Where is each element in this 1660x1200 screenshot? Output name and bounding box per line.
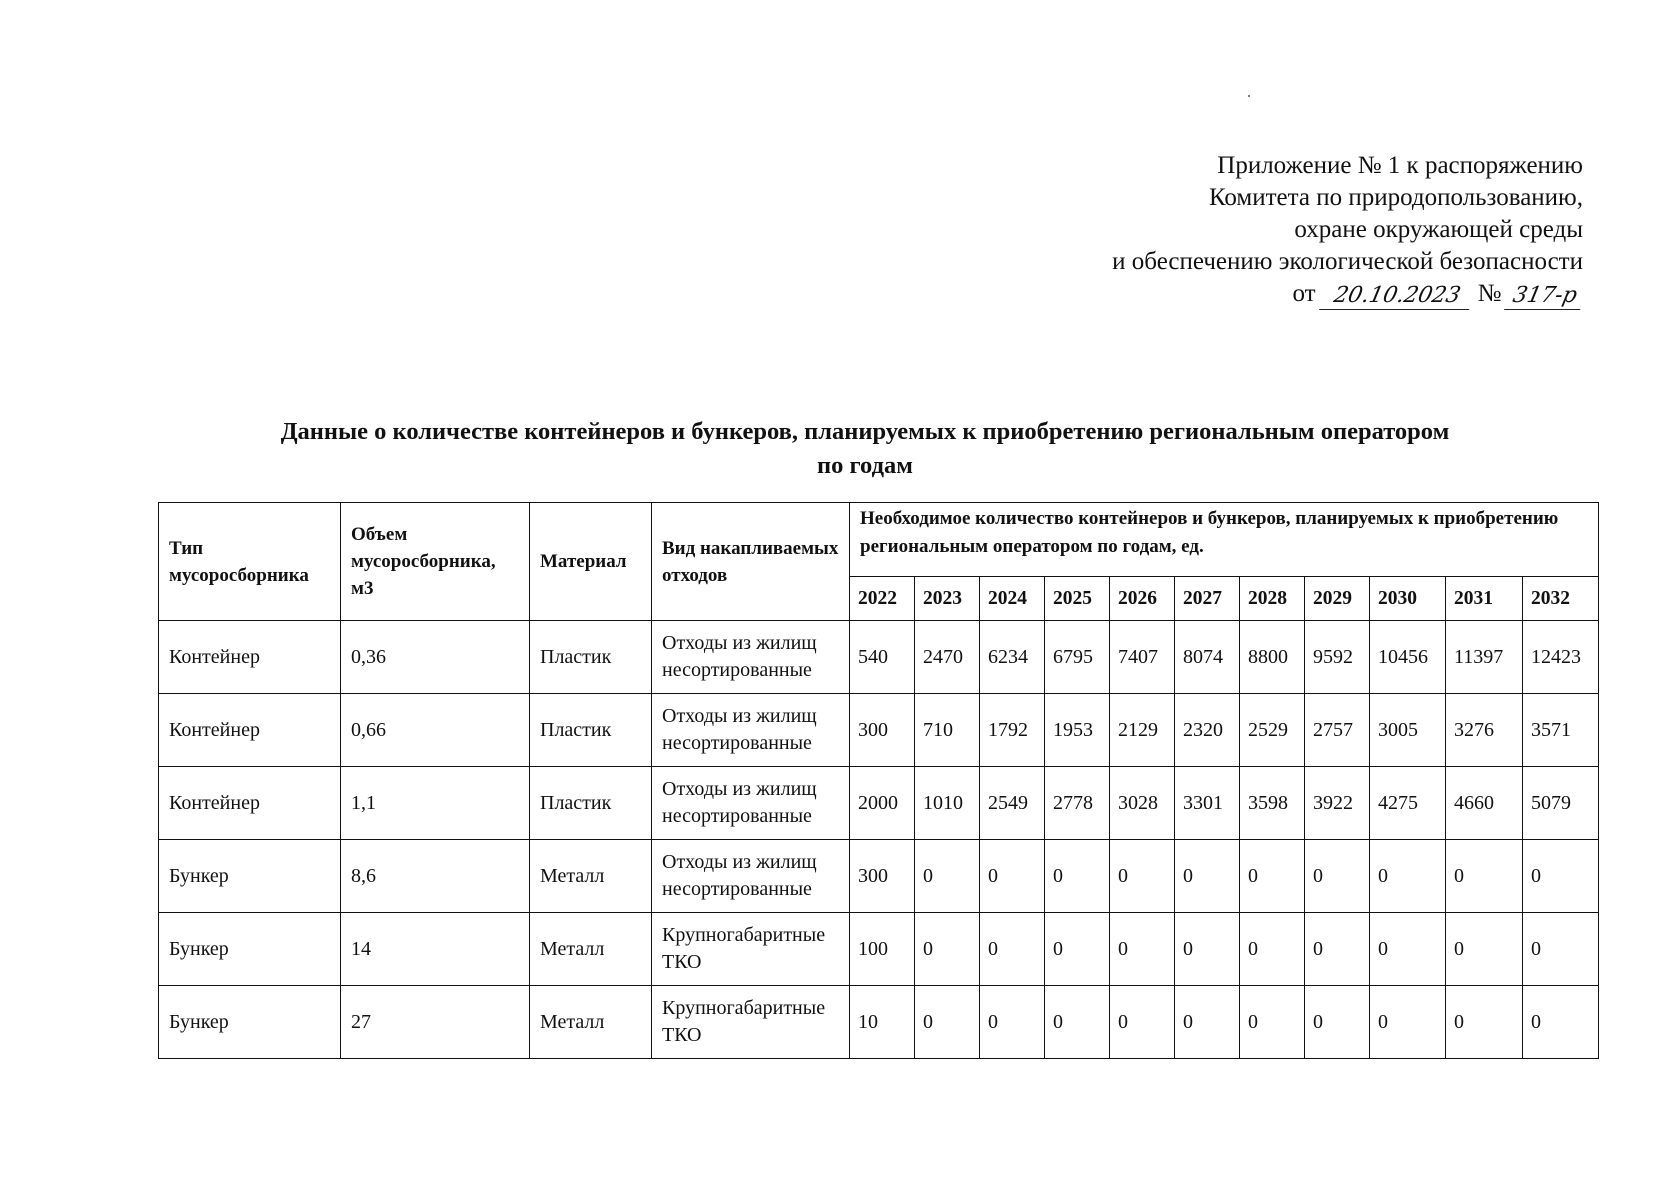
cell-waste-kind: Отходы из жилищ несортированные (652, 621, 850, 694)
header-year: 2025 (1045, 577, 1110, 621)
cell-type: Контейнер (159, 767, 341, 840)
table-row (159, 767, 1599, 840)
cell-quantity: 0 (980, 840, 1045, 913)
cell-quantity: 0 (1370, 986, 1446, 1059)
cell-quantity: 3005 (1370, 694, 1446, 767)
cell-quantity: 0 (1446, 913, 1523, 986)
cell-quantity: 11397 (1446, 621, 1523, 694)
cell-quantity: 8074 (1175, 621, 1240, 694)
cell-quantity: 0 (1446, 986, 1523, 1059)
cell-quantity: 0 (980, 986, 1045, 1059)
cell-quantity: 300 (850, 694, 915, 767)
document-title-line-2: по годам (817, 452, 913, 479)
cell-quantity: 0 (1523, 913, 1599, 986)
cell-quantity: 2000 (850, 767, 915, 840)
appendix-header (1112, 150, 1583, 310)
cell-type: Бункер (159, 913, 341, 986)
header-year: 2030 (1370, 577, 1446, 621)
cell-quantity: 3028 (1110, 767, 1175, 840)
cell-material: Пластик (530, 767, 652, 840)
header-year: 2029 (1305, 577, 1370, 621)
cell-quantity: 3276 (1446, 694, 1523, 767)
cell-quantity: 1953 (1045, 694, 1110, 767)
header-waste-kind: Вид накапливаемых отходов (652, 503, 850, 621)
cell-material: Пластик (530, 621, 652, 694)
cell-quantity: 3301 (1175, 767, 1240, 840)
cell-quantity: 7407 (1110, 621, 1175, 694)
cell-quantity: 0 (1110, 913, 1175, 986)
cell-waste-kind: Отходы из жилищ несортированные (652, 767, 850, 840)
cell-quantity: 10456 (1370, 621, 1446, 694)
header-year: 2024 (980, 577, 1045, 621)
cell-quantity: 0 (1446, 840, 1523, 913)
table-row (159, 694, 1599, 767)
appendix-line-3: охране окружающей среды (1294, 216, 1583, 243)
cell-quantity: 1792 (980, 694, 1045, 767)
cell-quantity: 2129 (1110, 694, 1175, 767)
cell-quantity: 0 (1045, 913, 1110, 986)
cell-quantity: 2778 (1045, 767, 1110, 840)
cell-quantity: 0 (1305, 913, 1370, 986)
cell-quantity: 2470 (915, 621, 980, 694)
header-year: 2022 (850, 577, 915, 621)
cell-quantity: 0 (1175, 840, 1240, 913)
document-title-line-1: Данные о количестве контейнеров и бункеров, планируемых к приобретению региональным оператором (280, 418, 1450, 445)
cell-quantity: 0 (980, 913, 1045, 986)
from-label: от (1292, 280, 1316, 307)
cell-quantity: 0 (915, 840, 980, 913)
table-row (159, 840, 1599, 913)
cell-waste-kind: Крупногабаритные ТКО (652, 913, 850, 986)
header-required-quantity: Необходимое количество контейнеров и бункеров, планируемых к приобретению региональным оператором по годам, ед. (850, 503, 1599, 577)
cell-quantity: 2549 (980, 767, 1045, 840)
cell-quantity: 6234 (980, 621, 1045, 694)
cell-quantity: 2320 (1175, 694, 1240, 767)
cell-quantity: 2757 (1305, 694, 1370, 767)
header-type: Тип мусоросборника (159, 503, 341, 621)
header-year: 2028 (1240, 577, 1305, 621)
cell-quantity: 0 (1175, 986, 1240, 1059)
cell-quantity: 0 (1045, 840, 1110, 913)
cell-volume: 0,36 (341, 621, 530, 694)
cell-quantity: 4660 (1446, 767, 1523, 840)
header-year: 2023 (915, 577, 980, 621)
cell-quantity: 1010 (915, 767, 980, 840)
cell-volume: 27 (341, 986, 530, 1059)
cell-quantity: 2529 (1240, 694, 1305, 767)
cell-type: Контейнер (159, 694, 341, 767)
cell-quantity: 100 (850, 913, 915, 986)
cell-quantity: 0 (1370, 913, 1446, 986)
header-volume: Объем мусоросборника, м3 (341, 503, 530, 621)
cell-quantity: 0 (1175, 913, 1240, 986)
containers-table (158, 502, 1599, 1059)
header-year: 2027 (1175, 577, 1240, 621)
cell-material: Металл (530, 913, 652, 986)
handwritten-number: 317-р (1505, 283, 1586, 310)
document-title (170, 415, 1560, 483)
cell-material: Пластик (530, 694, 652, 767)
header-year: 2031 (1446, 577, 1523, 621)
cell-quantity: 710 (915, 694, 980, 767)
appendix-date-number-line (1112, 278, 1583, 310)
cell-quantity: 0 (1110, 986, 1175, 1059)
cell-quantity: 0 (1523, 840, 1599, 913)
cell-volume: 0,66 (341, 694, 530, 767)
cell-quantity: 0 (1305, 840, 1370, 913)
cell-quantity: 0 (915, 986, 980, 1059)
appendix-line-2: Комитета по природопользованию, (1208, 184, 1583, 211)
scan-speck (1248, 95, 1250, 97)
cell-quantity: 0 (1523, 986, 1599, 1059)
cell-material: Металл (530, 986, 652, 1059)
cell-type: Бункер (159, 986, 341, 1059)
table-header-row (159, 503, 1599, 577)
cell-quantity: 4275 (1370, 767, 1446, 840)
cell-quantity: 9592 (1305, 621, 1370, 694)
cell-quantity: 0 (1370, 840, 1446, 913)
cell-quantity: 3922 (1305, 767, 1370, 840)
cell-waste-kind: Крупногабаритные ТКО (652, 986, 850, 1059)
cell-waste-kind: Отходы из жилищ несортированные (652, 694, 850, 767)
table-row (159, 986, 1599, 1059)
cell-quantity: 3571 (1523, 694, 1599, 767)
cell-volume: 8,6 (341, 840, 530, 913)
cell-type: Бункер (159, 840, 341, 913)
cell-quantity: 0 (1045, 986, 1110, 1059)
cell-quantity: 0 (1240, 986, 1305, 1059)
cell-quantity: 0 (915, 913, 980, 986)
cell-quantity: 0 (1305, 986, 1370, 1059)
cell-quantity: 6795 (1045, 621, 1110, 694)
cell-quantity: 12423 (1523, 621, 1599, 694)
appendix-line-1: Приложение № 1 к распоряжению (1217, 152, 1583, 179)
cell-quantity: 10 (850, 986, 915, 1059)
header-material: Материал (530, 503, 652, 621)
cell-quantity: 0 (1240, 840, 1305, 913)
cell-quantity: 0 (1110, 840, 1175, 913)
cell-quantity: 300 (850, 840, 915, 913)
cell-quantity: 5079 (1523, 767, 1599, 840)
cell-quantity: 540 (850, 621, 915, 694)
appendix-line-4: и обеспечению экологической безопасности (1112, 248, 1583, 275)
cell-volume: 14 (341, 913, 530, 986)
cell-waste-kind: Отходы из жилищ несортированные (652, 840, 850, 913)
cell-volume: 1,1 (341, 767, 530, 840)
cell-quantity: 8800 (1240, 621, 1305, 694)
handwritten-date: 20.10.2023 (1319, 283, 1475, 310)
cell-quantity: 3598 (1240, 767, 1305, 840)
number-label: № (1477, 280, 1502, 307)
cell-type: Контейнер (159, 621, 341, 694)
cell-material: Металл (530, 840, 652, 913)
header-year: 2032 (1523, 577, 1599, 621)
cell-quantity: 0 (1240, 913, 1305, 986)
header-year: 2026 (1110, 577, 1175, 621)
table-row (159, 913, 1599, 986)
table-body (159, 621, 1599, 1059)
table-row (159, 621, 1599, 694)
